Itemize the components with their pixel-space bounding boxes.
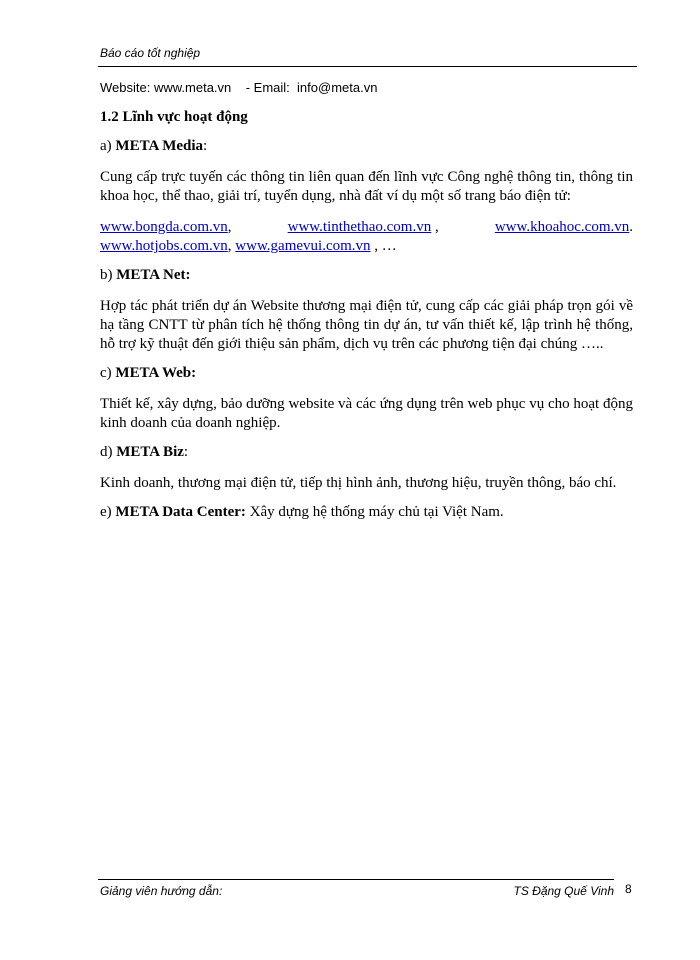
item-e-line: e) META Data Center: Xây dựng hệ thống máy chủ tại Việt Nam. <box>100 504 504 520</box>
section-heading: 1.2 Lĩnh vực hoạt động <box>100 109 248 125</box>
page-number: 8 <box>625 882 632 896</box>
header-divider <box>98 66 637 67</box>
footer-divider <box>98 879 614 880</box>
item-d-title: META Biz <box>116 444 184 460</box>
document-body <box>100 108 633 522</box>
website-value: www.meta.vn <box>153 80 232 95</box>
item-c-heading: c) META Web: <box>100 365 197 381</box>
advisor-label: Giảng viên hướng dẫn: <box>100 884 223 898</box>
item-a-title: META Media <box>115 138 204 154</box>
item-e-text: Xây dựng hệ thống máy chủ tại Việt Nam. <box>249 504 504 520</box>
item-e-title: META Data Center: <box>115 504 246 520</box>
item-a-text: Cung cấp trực tuyến các thông tin liên quan đến lĩnh vực Công nghệ thông tin, thông tin khoa học, thể thao, giải trí, tuyển dụng, nhà đất ví dụ một số trang báo điện tử: <box>100 169 633 204</box>
link-khoahoc[interactable]: www.khoahoc.com.vn <box>494 219 630 235</box>
item-d-text: Kinh doanh, thương mại điện tử, tiếp thị hình ảnh, thương hiệu, truyền thông, báo chí. <box>100 475 617 491</box>
email-value: info@meta.vn <box>297 80 378 95</box>
link-gamevui[interactable]: www.gamevui.com.vn <box>235 238 371 254</box>
advisor-name: TS Đặng Quế Vinh <box>513 884 614 898</box>
item-c-title: META Web: <box>115 365 197 381</box>
email-label: - Email: <box>245 80 290 95</box>
item-d-heading: d) META Biz: <box>100 444 189 460</box>
links-ellipsis: … <box>381 238 397 254</box>
item-c-text: Thiết kế, xây dựng, bảo dưỡng website và các ứng dụng trên web phục vụ cho hoạt động kinh doanh của doanh nghiệp. <box>100 396 633 431</box>
link-bongda[interactable]: www.bongda.com.vn <box>100 219 228 235</box>
link-tinthethao[interactable]: www.tinthethao.com.vn <box>287 219 432 235</box>
item-b-text: Hợp tác phát triển dự án Website thương mại điện tử, cung cấp các giải pháp trọn gói về hạ tầng CNTT từ phân tích hệ thống thông tin dự án, tư vấn thiết kế, lập trình hệ thống, hỗ trợ kỹ thuật đến giới thiệu sản phẩm, dịch vụ trên các phương tiện đại chúng ….. <box>100 298 633 352</box>
contact-line <box>100 80 377 95</box>
header-title: Báo cáo tốt nghiệp <box>100 46 201 60</box>
link-hotjobs[interactable]: www.hotjobs.com.vn <box>100 238 228 254</box>
link-list: www.bongda.com.vn, www.tinthethao.com.vn , www.khoahoc.com.vn. www.hotjobs.com.vn, www.gamevui.com.vn , … <box>100 219 633 254</box>
item-b-heading: b) META Net: <box>100 267 191 283</box>
item-a-heading: a) META Media: <box>100 138 208 154</box>
website-label: Website: <box>100 80 151 95</box>
item-b-title: META Net: <box>116 267 191 283</box>
